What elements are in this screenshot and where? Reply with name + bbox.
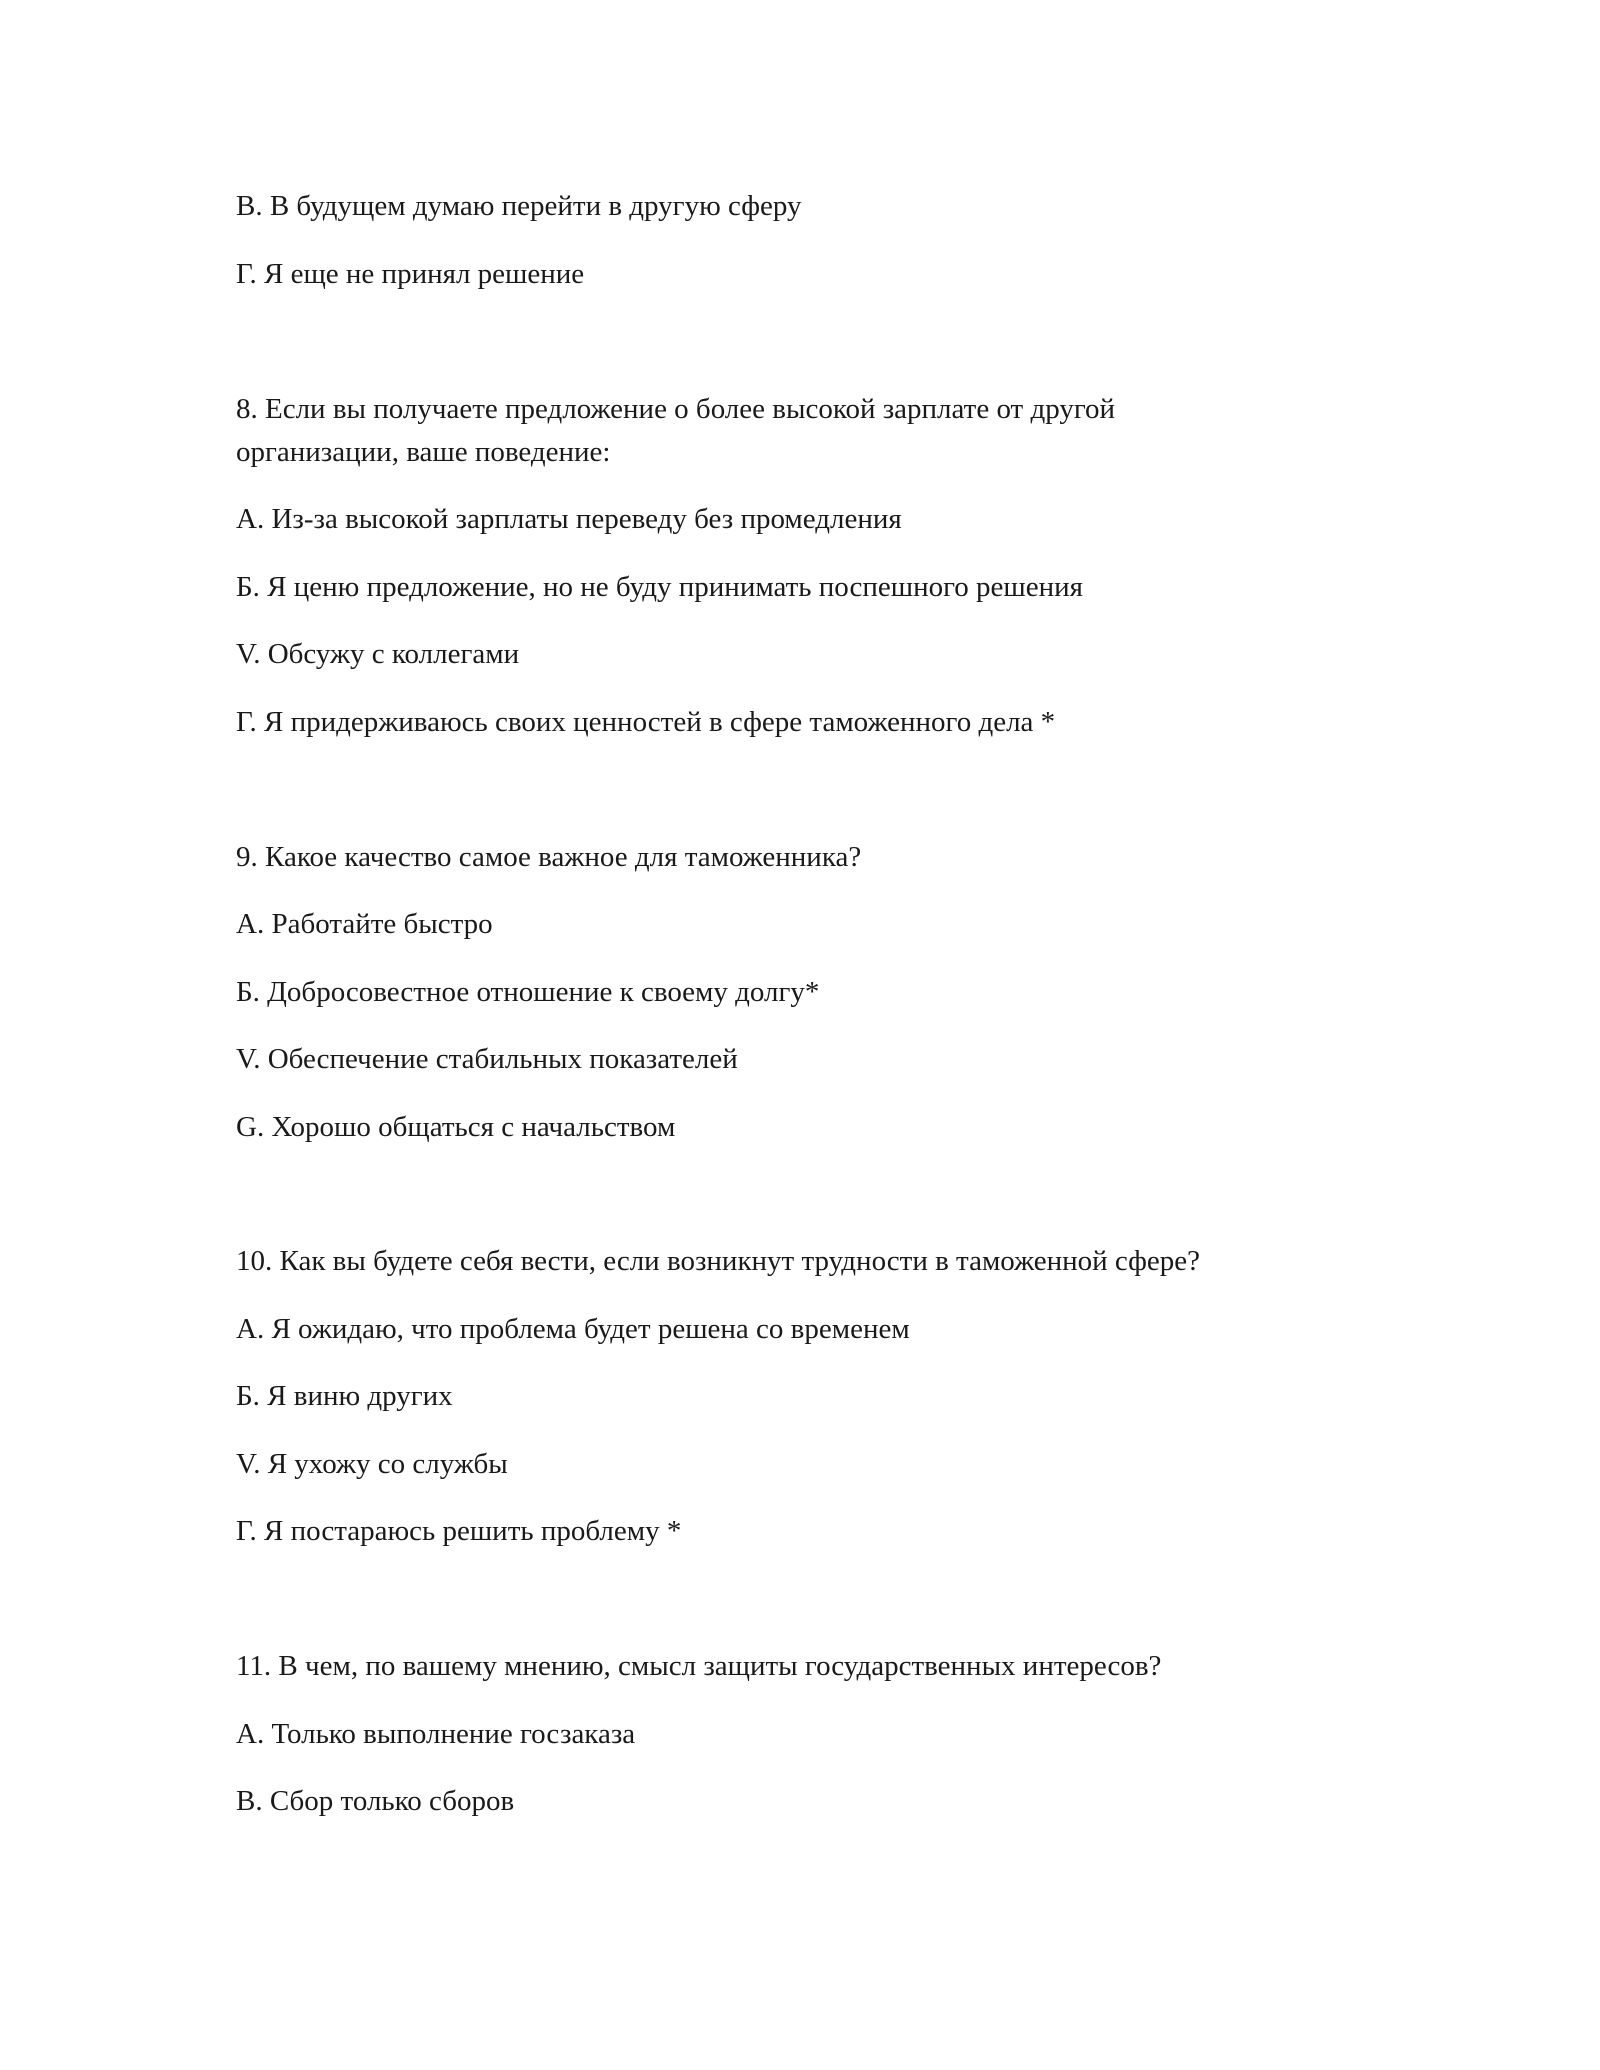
q8-option-g: Г. Я придерживаюсь своих ценностей в сфере таможенного дела * [236,706,1056,738]
q11-option-b: В. Сбор только сборов [236,1785,515,1817]
q9-option-g: G. Хорошо общаться с начальством [236,1111,676,1143]
q10-option-g: Г. Я постараюсь решить проблему * [236,1515,682,1547]
q8-option-b: Б. Я ценю предложение, но не буду принимать поспешного решения [236,571,1083,603]
q10-option-v: V. Я ухожу со службы [236,1448,508,1480]
q9-option-b: Б. Добросовестное отношение к своему долгу* [236,976,820,1008]
q10-option-a: А. Я ожидаю, что проблема будет решена со временем [236,1313,910,1345]
q8-option-v: V. Обсужу с коллегами [236,638,520,670]
q10-question: 10. Как вы будете себя вести, если возникнут трудности в таможенной сфере? [236,1245,1201,1277]
q9-question: 9. Какое качество самое важное для таможенника? [236,841,862,873]
q9-option-a: А. Работайте быстро [236,908,493,940]
q11-question: 11. В чем, по вашему мнению, смысл защиты государственных интересов? [236,1650,1162,1682]
q8-option-a: А. Из-за высокой зарплаты переведу без промедления [236,503,902,535]
q8-question-line1: 8. Если вы получаете предложение о более высокой зарплате от другой [236,393,1116,425]
q7-option-g: Г. Я еще не принял решение [236,258,585,290]
q9-option-v: V. Обеспечение стабильных показателей [236,1043,738,1075]
q10-option-b: Б. Я виню других [236,1380,453,1412]
q11-option-a: А. Только выполнение госзаказа [236,1718,636,1750]
q8-question-line2: организации, ваше поведение: [236,436,611,468]
q7-option-v: В. В будущем думаю перейти в другую сферу [236,190,802,222]
